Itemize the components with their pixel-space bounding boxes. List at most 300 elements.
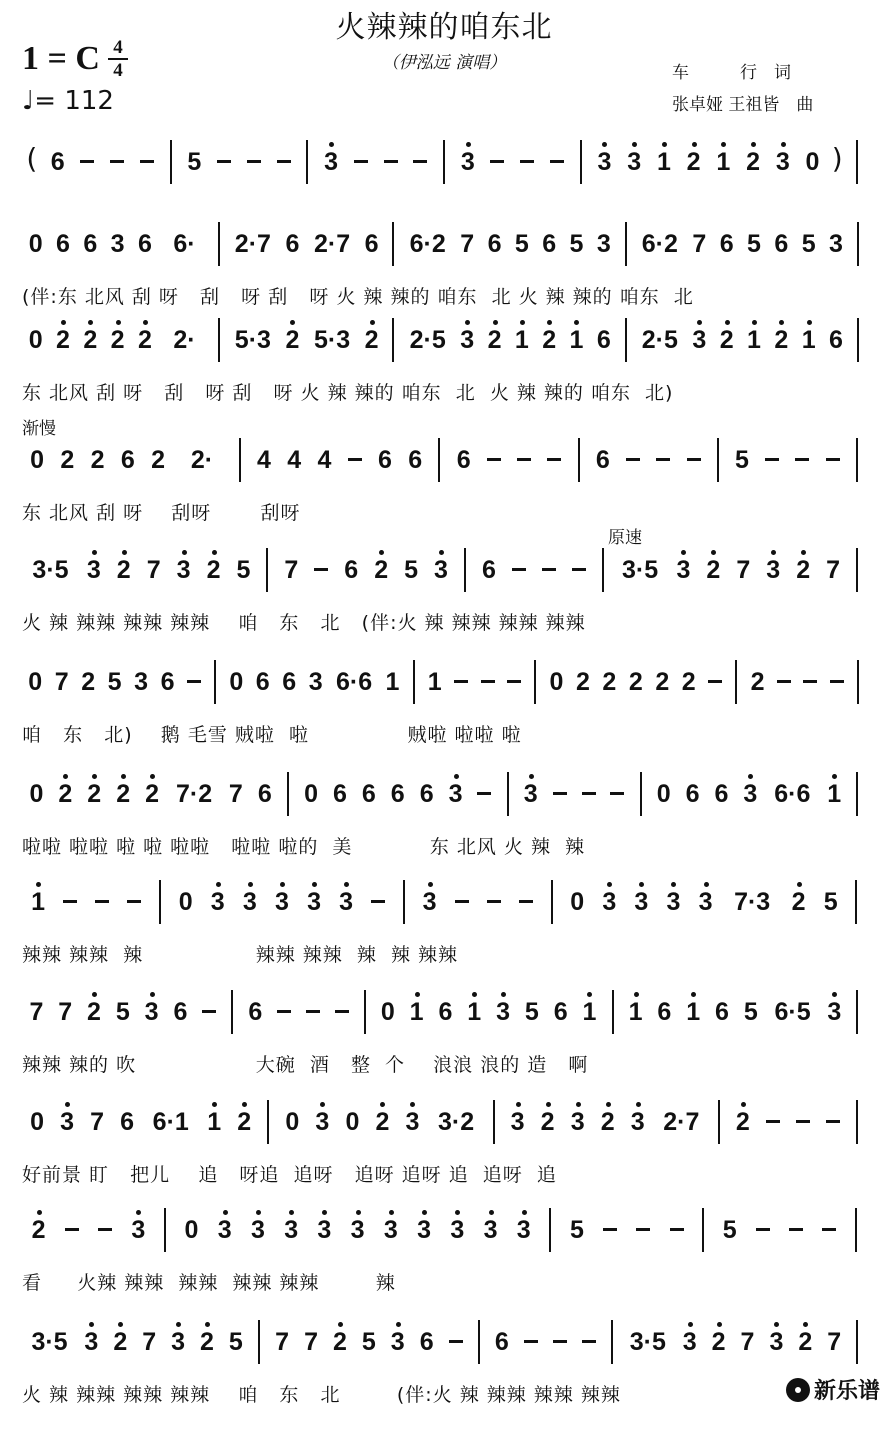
time-signature: [108, 38, 128, 80]
octave-dot: [428, 882, 433, 887]
note: 3: [597, 148, 612, 176]
octave-dot: [602, 142, 607, 147]
note: 2: [750, 668, 765, 696]
note: 2: [711, 1328, 726, 1356]
extension-dash: [63, 900, 77, 903]
note: 3: [110, 230, 125, 258]
extension-dash: [766, 1120, 780, 1123]
extension-dash: [582, 792, 596, 795]
note: 7: [304, 1328, 318, 1356]
extension-dash: [636, 1228, 650, 1231]
barline: [702, 1208, 704, 1252]
octave-dot: [280, 882, 285, 887]
extension-dash: [487, 900, 501, 903]
octave-dot: [212, 550, 217, 555]
extension-dash: [65, 1228, 79, 1231]
time-signature-top: 4: [113, 37, 123, 58]
octave-dot: [636, 1102, 641, 1107]
note: 6: [715, 998, 729, 1026]
barline: [625, 222, 627, 266]
note: 3: [315, 1108, 330, 1136]
octave-dot: [725, 320, 730, 325]
octave-dot: [516, 1102, 521, 1107]
octave-dot: [122, 550, 127, 555]
octave-dot: [697, 320, 702, 325]
score-line: [0, 318, 888, 438]
octave-dot: [63, 774, 68, 779]
octave-dot: [150, 774, 155, 779]
barline: [170, 140, 172, 184]
note: 6: [361, 780, 376, 808]
note: 4: [317, 446, 332, 474]
extension-dash: [490, 160, 504, 163]
note: 6: [344, 556, 359, 584]
note: 3: [602, 888, 617, 916]
note: 2·5: [409, 326, 446, 354]
note: 5: [823, 888, 838, 916]
octave-dot: [639, 882, 644, 887]
extension-dash: [306, 1010, 320, 1013]
octave-dot: [472, 992, 477, 997]
octave-dot: [61, 320, 66, 325]
note: 0: [229, 668, 244, 696]
note: 3: [627, 148, 642, 176]
note: 3·5: [622, 556, 659, 584]
extension-dash: [765, 458, 779, 461]
note: 2: [374, 556, 389, 584]
octave-dot: [632, 142, 637, 147]
octave-dot: [489, 1210, 494, 1215]
octave-dot: [92, 774, 97, 779]
time-signature-bottom: 4: [113, 60, 123, 81]
note: 6·2: [409, 230, 446, 258]
note: 1: [686, 998, 701, 1026]
note: 0: [30, 446, 45, 474]
barline: [464, 548, 466, 592]
extension-dash: [572, 568, 586, 571]
note: 6·2: [641, 230, 678, 258]
octave-dot: [289, 1210, 294, 1215]
note: 6: [487, 230, 502, 258]
lyric-line: 辣辣 辣辣 辣 辣辣 辣辣 辣 辣 辣辣: [22, 944, 458, 966]
note: 2: [200, 1328, 214, 1356]
note: 3: [284, 1216, 299, 1244]
extension-dash: [277, 1010, 291, 1013]
octave-dot: [501, 992, 506, 997]
extension-dash: [547, 458, 561, 461]
note: 6: [248, 998, 263, 1026]
note: 6: [120, 446, 135, 474]
note: 1: [827, 780, 842, 808]
note: 6: [719, 230, 734, 258]
note: 3: [383, 1216, 398, 1244]
extension-dash: [80, 160, 94, 163]
note: 6: [829, 326, 843, 354]
octave-dot: [771, 550, 776, 555]
extension-dash: [524, 1340, 538, 1343]
note: 5: [228, 1328, 243, 1356]
note: 1: [656, 148, 671, 176]
note: 6: [285, 230, 300, 258]
note: 5: [514, 230, 529, 258]
note: 6·6: [774, 780, 811, 808]
note: 1: [716, 148, 731, 176]
note: 6: [137, 230, 152, 258]
note: 3: [317, 1216, 332, 1244]
barline: [266, 548, 268, 592]
note: 6: [390, 780, 405, 808]
extension-dash: [477, 792, 491, 795]
note: 6: [364, 230, 379, 258]
note: 3: [570, 1108, 585, 1136]
note: 3: [450, 1216, 465, 1244]
octave-dot: [344, 882, 349, 887]
octave-dot: [493, 320, 498, 325]
note: 2: [774, 326, 789, 354]
note: 2: [332, 1328, 347, 1356]
note: 3: [460, 326, 475, 354]
note: 3: [171, 1328, 186, 1356]
octave-dot: [36, 882, 41, 887]
note: 3: [250, 1216, 265, 1244]
note: 0: [304, 780, 318, 808]
octave-dot: [662, 142, 667, 147]
note: 3·5: [32, 556, 69, 584]
note: 2: [116, 556, 131, 584]
extension-dash: [371, 900, 385, 903]
octave-dot: [465, 320, 470, 325]
note: 3: [766, 556, 781, 584]
singer-credit: （伊泓远 演唱）: [381, 53, 507, 73]
barline: [267, 1100, 269, 1144]
octave-dot: [634, 992, 639, 997]
note: 3: [596, 230, 611, 258]
note: 2: [719, 326, 734, 354]
note: 2: [364, 326, 379, 354]
barline: [578, 438, 580, 482]
note: 7·3: [734, 888, 771, 916]
note: 2: [58, 780, 73, 808]
extension-dash: [795, 458, 809, 461]
barline: [856, 140, 858, 184]
note: 6: [419, 1328, 434, 1356]
note: 1: [31, 888, 45, 916]
note: 5·3: [314, 326, 351, 354]
barline: [507, 772, 509, 816]
note: 1: [747, 326, 761, 354]
note: 3: [634, 888, 649, 916]
song-title: 火辣辣的咱东北: [335, 10, 553, 45]
note: 7: [284, 556, 299, 584]
record-disc-icon: [786, 1378, 810, 1402]
note: 6: [595, 446, 610, 474]
lyric-line: (伴:东 北风 刮 呀 刮 呀 刮 呀 火 辣 辣的 咱东 北 火 辣 辣的 咱东 北: [22, 286, 694, 308]
note: 3: [666, 888, 681, 916]
note: 7: [54, 668, 69, 696]
extension-dash: [314, 568, 328, 571]
note: 6: [596, 326, 611, 354]
octave-dot: [422, 1210, 427, 1215]
note: 7: [275, 1328, 290, 1356]
octave-dot: [576, 1102, 581, 1107]
barline: [493, 1100, 495, 1144]
octave-dot: [801, 550, 806, 555]
octave-dot: [182, 550, 187, 555]
score-line: [0, 660, 888, 780]
octave-dot: [466, 142, 471, 147]
note: 2: [735, 1108, 750, 1136]
barline: [640, 772, 642, 816]
note: 1: [385, 668, 400, 696]
note: 6: [332, 780, 347, 808]
note: 2: [600, 1108, 615, 1136]
note: 7: [692, 230, 707, 258]
note: 5: [743, 998, 758, 1026]
octave-dot: [89, 1322, 94, 1327]
barline: [855, 1208, 857, 1252]
barline: [218, 318, 220, 362]
extension-dash: [789, 1228, 803, 1231]
note: 6: [255, 668, 270, 696]
note: 6: [257, 780, 272, 808]
note: 6: [714, 780, 729, 808]
extension-dash: [803, 680, 817, 683]
note: 3: [86, 556, 101, 584]
note: 6: [774, 230, 789, 258]
barline: [218, 222, 220, 266]
note: 3: [339, 888, 354, 916]
octave-dot: [396, 1322, 401, 1327]
note: 6: [120, 1108, 135, 1136]
octave-dot: [721, 142, 726, 147]
extension-dash: [670, 1228, 684, 1231]
bracket: (: [26, 142, 38, 175]
note: 3: [176, 556, 191, 584]
barline: [239, 438, 241, 482]
octave-dot: [748, 774, 753, 779]
extension-dash: [520, 160, 534, 163]
note: 3: [630, 1108, 645, 1136]
note: 6: [494, 1328, 509, 1356]
octave-dot: [248, 882, 253, 887]
note: 6: [408, 446, 423, 474]
note: 0: [28, 230, 43, 258]
note: 2: [81, 668, 96, 696]
octave-dot: [116, 320, 121, 325]
octave-dot: [312, 882, 317, 887]
note: 6: [50, 148, 65, 176]
note: 5: [107, 668, 122, 696]
note: 6·: [173, 230, 196, 258]
note: 2: [31, 1216, 46, 1244]
octave-dot: [781, 142, 786, 147]
note: 5·3: [234, 326, 271, 354]
note: 3: [84, 1328, 99, 1356]
note: 2: [796, 556, 811, 584]
score-line: [0, 1100, 888, 1220]
note: 2: [655, 668, 670, 696]
note: 7: [736, 556, 751, 584]
extension-dash: [550, 160, 564, 163]
barline: [258, 1320, 260, 1364]
extension-dash: [826, 458, 840, 461]
note: 4: [257, 446, 271, 474]
score-line: [0, 880, 888, 1000]
extension-dash: [454, 680, 468, 683]
lyric-line: 辣辣 辣的 吹 大碗 酒 整 个 浪浪 浪的 造 啊: [22, 1054, 589, 1076]
note: 2: [113, 1328, 128, 1356]
octave-dot: [379, 550, 384, 555]
note: 3: [682, 1328, 697, 1356]
note: 1: [409, 998, 424, 1026]
octave-dot: [143, 320, 148, 325]
note: 2: [542, 326, 557, 354]
note: 0: [29, 780, 44, 808]
note: 5: [747, 230, 761, 258]
note: 3: [405, 1108, 420, 1136]
octave-dot: [547, 320, 552, 325]
extension-dash: [335, 1010, 349, 1013]
note: 3: [217, 1216, 232, 1244]
extension-dash: [277, 160, 291, 163]
octave-dot: [529, 774, 534, 779]
note: 3: [829, 230, 843, 258]
extension-dash: [826, 1120, 840, 1123]
note: 2: [487, 326, 502, 354]
note: 2: [237, 1108, 252, 1136]
lyric-line: 看 火辣 辣辣 辣辣 辣辣 辣辣 辣: [22, 1272, 396, 1294]
octave-dot: [380, 1102, 385, 1107]
note: 6: [456, 446, 471, 474]
note: 2: [540, 1108, 555, 1136]
note: 2: [110, 326, 125, 354]
note: 6: [56, 230, 70, 258]
octave-dot: [774, 1322, 779, 1327]
note: 6: [685, 780, 700, 808]
barline: [438, 438, 440, 482]
note: 3: [274, 888, 289, 916]
extension-dash: [822, 1228, 836, 1231]
barline: [718, 1100, 720, 1144]
note: 6·5: [774, 998, 811, 1026]
note: 6: [553, 998, 568, 1026]
note: 3: [307, 888, 321, 916]
note: 1: [514, 326, 529, 354]
octave-dot: [322, 1210, 327, 1215]
extension-dash: [553, 792, 567, 795]
extension-dash: [187, 680, 201, 683]
octave-dot: [410, 1102, 415, 1107]
barline: [625, 318, 627, 362]
octave-dot: [439, 550, 444, 555]
note: 3: [827, 998, 842, 1026]
octave-dot: [803, 1322, 808, 1327]
note: 0: [178, 888, 193, 916]
note: 7: [142, 1328, 157, 1356]
barline: [602, 548, 604, 592]
note: 3: [516, 1216, 531, 1244]
barline: [403, 880, 405, 924]
note: 2: [56, 326, 70, 354]
barline: [856, 1100, 858, 1144]
octave-dot: [688, 1322, 693, 1327]
note: 4: [287, 446, 302, 474]
note: 3: [350, 1216, 365, 1244]
octave-dot: [520, 320, 525, 325]
octave-dot: [92, 992, 97, 997]
note: 3·2: [438, 1108, 475, 1136]
octave-dot: [150, 992, 155, 997]
lyric-line: 火 辣 辣辣 辣辣 辣辣 咱 东 北 (伴:火 辣 辣辣 辣辣 辣辣: [22, 1384, 621, 1406]
note: 2: [206, 556, 221, 584]
octave-dot: [92, 550, 97, 555]
octave-dot: [797, 882, 802, 887]
watermark-text: 新乐谱: [813, 1379, 880, 1404]
octave-dot: [356, 1210, 361, 1215]
barline: [735, 660, 737, 704]
note: 2: [706, 556, 721, 584]
note: 3: [210, 888, 225, 916]
octave-dot: [37, 1210, 42, 1215]
octave-dot: [176, 1322, 181, 1327]
octave-dot: [607, 882, 612, 887]
extension-dash: [687, 458, 701, 461]
octave-dot: [692, 142, 697, 147]
extension-dash: [756, 1228, 770, 1231]
note: 3: [422, 888, 437, 916]
extension-dash: [487, 458, 501, 461]
score-line: [0, 1208, 888, 1328]
octave-dot: [779, 320, 784, 325]
octave-dot: [329, 142, 334, 147]
a-tempo-marking: 原速: [608, 528, 642, 548]
note: 6: [419, 780, 434, 808]
extension-dash: [354, 160, 368, 163]
note: 7: [228, 780, 243, 808]
barline: [717, 438, 719, 482]
barline: [549, 1208, 551, 1252]
barline: [856, 548, 858, 592]
extension-dash: [455, 900, 469, 903]
octave-dot: [717, 1322, 722, 1327]
extension-dash: [247, 160, 261, 163]
note: 3: [144, 998, 159, 1026]
note: 6: [542, 230, 557, 258]
barline: [857, 222, 859, 266]
extension-dash: [95, 900, 109, 903]
barline: [306, 140, 308, 184]
octave-dot: [741, 1102, 746, 1107]
lyric-line: 好前景 盯 把儿 追 呀追 追呀 追呀 追呀 追 追呀 追: [22, 1164, 557, 1186]
note: 7: [460, 230, 475, 258]
note: 2: [137, 326, 152, 354]
note: 3: [496, 998, 510, 1026]
octave-dot: [752, 320, 757, 325]
octave-dot: [751, 142, 756, 147]
note: 2·: [173, 326, 196, 354]
extension-dash: [140, 160, 154, 163]
extension-dash: [519, 900, 533, 903]
note: 3·5: [629, 1328, 666, 1356]
tempo-marking: ♩= 112: [22, 86, 114, 116]
note: 6·1: [152, 1108, 189, 1136]
note: 6: [481, 556, 496, 584]
note: 7: [29, 998, 44, 1026]
extension-dash: [413, 160, 427, 163]
barline: [580, 140, 582, 184]
octave-dot: [546, 1102, 551, 1107]
barline: [159, 880, 161, 924]
